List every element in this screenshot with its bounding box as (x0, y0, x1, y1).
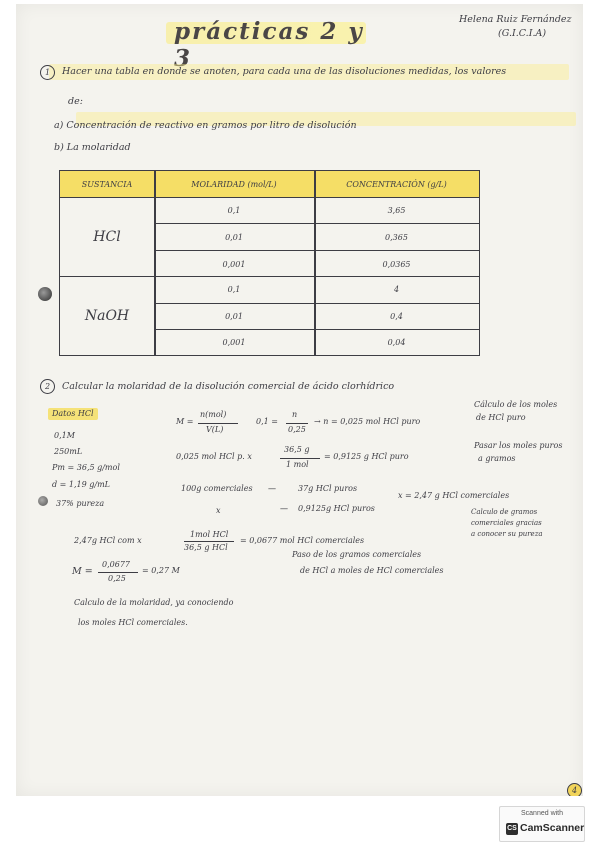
camscanner-icon: CS (506, 823, 518, 835)
side-note: Cálculo de los moles (474, 400, 558, 409)
data-item: Pm = 36,5 g/mol (52, 463, 120, 472)
table-cell: 0,365 (385, 233, 408, 242)
scanner-brand: CamScanner (520, 822, 585, 834)
eq4-lhs: M = (72, 566, 93, 577)
table-cell: 0,001 (222, 260, 246, 269)
side-note: a gramos (478, 454, 516, 463)
final-note: Calculo de la molaridad, ya conociendo (74, 598, 234, 607)
side-note: a conocer su pureza (471, 530, 543, 538)
eq1-middle: 0,1 = (256, 417, 278, 426)
table-cell: 0,01 (225, 233, 243, 242)
table-cell: 0,01 (225, 312, 243, 321)
eq4-numerator: 0,0677 (102, 560, 130, 569)
exercise-2-number: 2 (40, 379, 55, 394)
side-note: de HCl puro (476, 413, 526, 422)
table-cell-substance-hcl: HCl (93, 229, 121, 245)
exercise-1-statement-cont: de: (68, 96, 83, 107)
binder-hole (38, 287, 52, 301)
page-title: prácticas 2 y 3 (166, 14, 366, 48)
notebook-page (16, 4, 583, 796)
data-label: Datos HCl (52, 409, 94, 418)
exercise-1-item-b: b) La molaridad (54, 142, 131, 153)
eq1-numerator: n(mol) (200, 410, 227, 419)
table-cell: 0,1 (227, 206, 241, 215)
table-header-substance: SUSTANCIA (81, 180, 133, 189)
eq2-numerator: 36,5 g (284, 445, 310, 454)
note-mass-conversion: Paso de los gramos comerciales (292, 550, 422, 559)
eq3-start: 2,47g HCl com x (74, 536, 142, 545)
rule-right-1: 37g HCl puros (298, 484, 358, 493)
eq1-result: → n = 0,025 mol HCl puro (314, 417, 421, 426)
table-cell: 0,001 (222, 338, 246, 347)
data-item: d = 1,19 g/mL (52, 480, 110, 489)
eq4-denominator: 0,25 (108, 574, 126, 583)
binder-hole (38, 496, 48, 506)
page-number: 4 (567, 783, 582, 796)
note-mass-conversion: de HCl a moles de HCl comerciales (300, 566, 444, 575)
eq2-start: 0,025 mol HCl p. x (176, 452, 252, 461)
eq1-numerator-n: n (292, 410, 298, 419)
eq3-numerator: 1mol HCl (190, 530, 229, 539)
eq4-result: = 0,27 M (142, 566, 180, 575)
exercise-1-statement: Hacer una tabla en donde se anoten, para cada una de las disoluciones medidas, los valores (62, 66, 507, 77)
eq3-result: = 0,0677 mol HCl comerciales (240, 536, 365, 545)
table-cell: 0,1 (227, 285, 241, 294)
rule-result: x = 2,47 g HCl comerciales (398, 491, 510, 500)
table-header-concentration: CONCENTRACIÓN (g/L) (346, 180, 447, 189)
eq3-denominator: 36,5 g HCl (184, 543, 228, 552)
rule-dash-1: — (268, 484, 276, 493)
exercise-2-statement: Calcular la molaridad de la disolución comercial de ácido clorhídrico (62, 381, 395, 392)
table-cell: 0,0365 (382, 260, 411, 269)
author-group: (G.I.C.I.A) (498, 28, 547, 39)
author-name: Helena Ruiz Fernández (459, 14, 572, 25)
rule-dash-2: — (280, 504, 288, 513)
table-header-molarity: MOLARIDAD (mol/L) (191, 180, 277, 189)
exercise-1-number: 1 (40, 65, 55, 80)
table-cell: 0,4 (390, 312, 403, 321)
eq2-result: = 0,9125 g HCl puro (324, 452, 409, 461)
exercise-1-item-a: a) Concentración de reactivo en gramos por litro de disolución (54, 120, 357, 131)
eq1-denominator: V(L) (206, 425, 224, 434)
rule-right-2: 0,9125g HCl puros (298, 504, 375, 513)
table-cell: 4 (393, 285, 400, 294)
data-item: 37% pureza (56, 499, 105, 508)
scanner-badge (499, 806, 585, 842)
side-note: Pasar los moles puros (474, 441, 563, 450)
results-table (59, 170, 480, 356)
data-item: 0,1M (54, 431, 75, 440)
table-cell: 3,65 (387, 206, 406, 215)
scanner-label: Scanned with (520, 810, 564, 817)
eq2-denominator: 1 mol (286, 460, 309, 469)
side-note: Calculo de gramos (471, 508, 538, 516)
table-cell: 0,04 (387, 338, 406, 347)
eq1-lhs: M = (176, 417, 194, 426)
eq1-denominator-v: 0,25 (288, 425, 306, 434)
rule-left-1: 100g comerciales (181, 484, 253, 493)
rule-left-2: x (216, 506, 221, 515)
side-note: comerciales gracias (471, 519, 542, 527)
table-cell-substance-naoh: NaOH (84, 308, 130, 324)
final-note: los moles HCl comerciales. (78, 618, 188, 627)
data-item: 250mL (54, 447, 83, 456)
